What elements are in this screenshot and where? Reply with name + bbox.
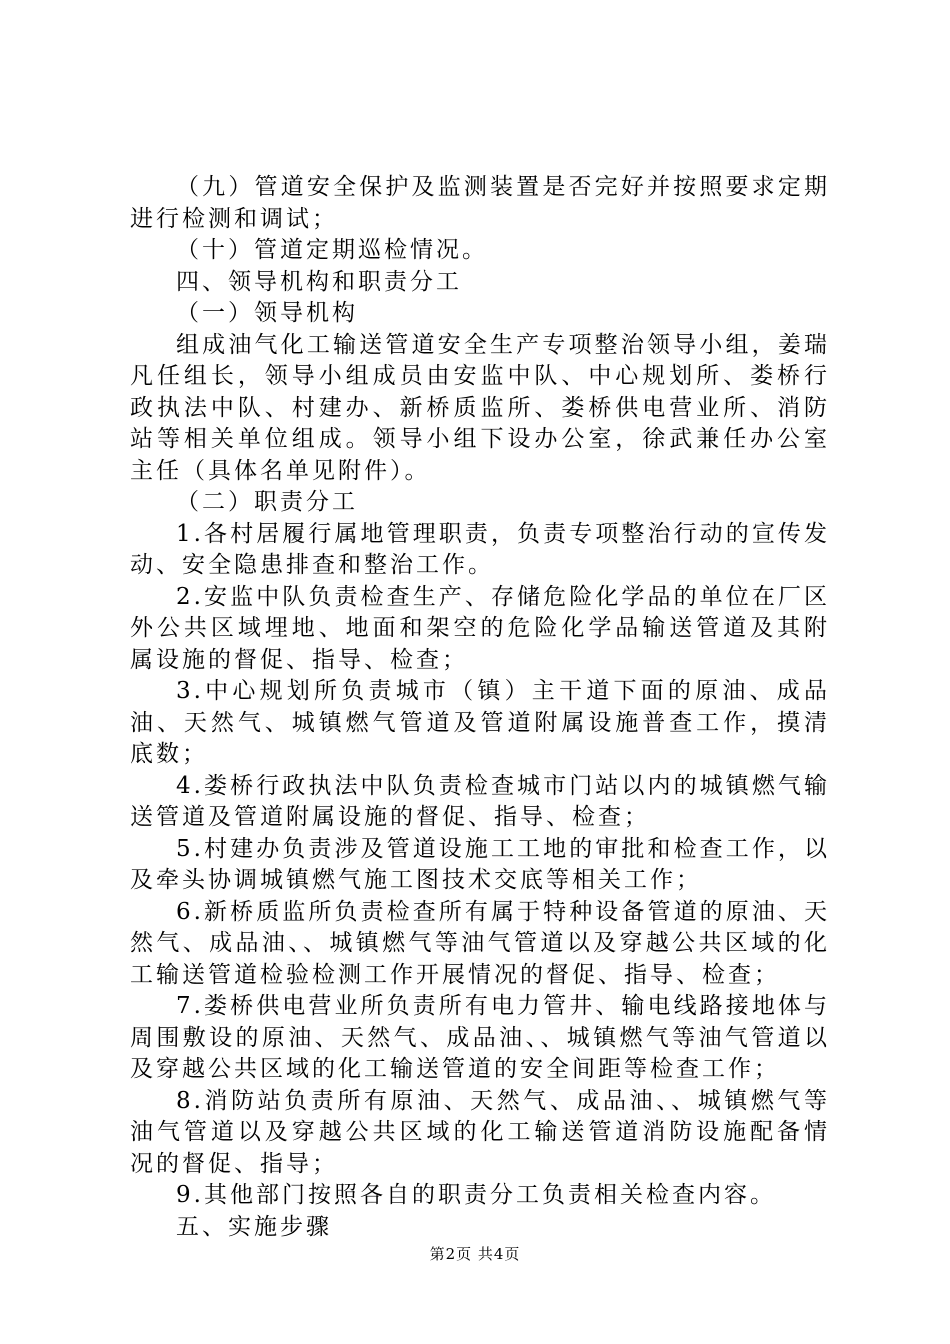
duty-item-7: 7.娄桥供电营业所负责所有电力管井、输电线路接地体与周围敷设的原油、天然气、成品油、、城镇燃气等油气管道以及穿越公共区域的化工输送管道的安全间距等检查工作；: [130, 993, 830, 1082]
duty-item-8: 8.消防站负责所有原油、天然气、成品油、、城镇燃气等油气管道以及穿越公共区域的化工输送管道消防设施配备情况的督促、指导；: [130, 1087, 830, 1177]
duty-item-3: 3.中心规划所负责城市（镇）主干道下面的原油、成品油、天然气、城镇燃气管道及管道附属设施普查工作，摸清底数；: [130, 678, 830, 767]
paragraph-item-9: （九）管道安全保护及监测装置是否完好并按照要求定期进行检测和调试；: [130, 174, 830, 232]
subsection-heading-duties: （二）职责分工: [176, 489, 358, 515]
paragraph-item-10: （十）管道定期巡检情况。: [176, 237, 488, 263]
duty-item-9: 9.其他部门按照各自的职责分工负责相关检查内容。: [176, 1182, 776, 1208]
duty-item-1: 1.各村居履行属地管理职责，负责专项整治行动的宣传发动、安全隐患排查和整治工作。: [130, 520, 830, 578]
section-heading-leadership: 四、领导机构和职责分工: [176, 268, 462, 295]
section-heading-implementation: 五、实施步骤: [176, 1213, 332, 1240]
duty-item-6: 6.新桥质监所负责检查所有属于特种设备管道的原油、天然气、成品油、、城镇燃气等油气管道以及穿越公共区域的化工输送管道检验检测工作开展情况的督促、指导、检查；: [130, 898, 830, 988]
duty-item-4: 4.娄桥行政执法中队负责检查城市门站以内的城镇燃气输送管道及管道附属设施的督促、指导、检查；: [130, 772, 830, 830]
subsection-heading-leading-body: （一）领导机构: [176, 300, 358, 326]
page-number-footer: 第2页 共4页: [429, 1245, 521, 1263]
paragraph-leading-group: 组成油气化工输送管道安全生产专项整治领导小组，姜瑞凡任组长，领导小组成员由安监中队、中心规划所、娄桥行政执法中队、村建办、新桥质监所、娄桥供电营业所、消防站等相关单位组成。领导小组下设办公室，徐武兼任办公室主任（具体名单见附件）。: [130, 331, 830, 484]
duty-item-5: 5.村建办负责涉及管道设施工工地的审批和检查工作，以及牵头协调城镇燃气施工图技术交底等相关工作；: [130, 835, 830, 893]
document-body: [130, 172, 830, 1243]
duty-item-2: 2.安监中队负责检查生产、存储危险化学品的单位在厂区外公共区域埋地、地面和架空的危险化学品输送管道及其附属设施的督促、指导、检查；: [130, 583, 830, 673]
